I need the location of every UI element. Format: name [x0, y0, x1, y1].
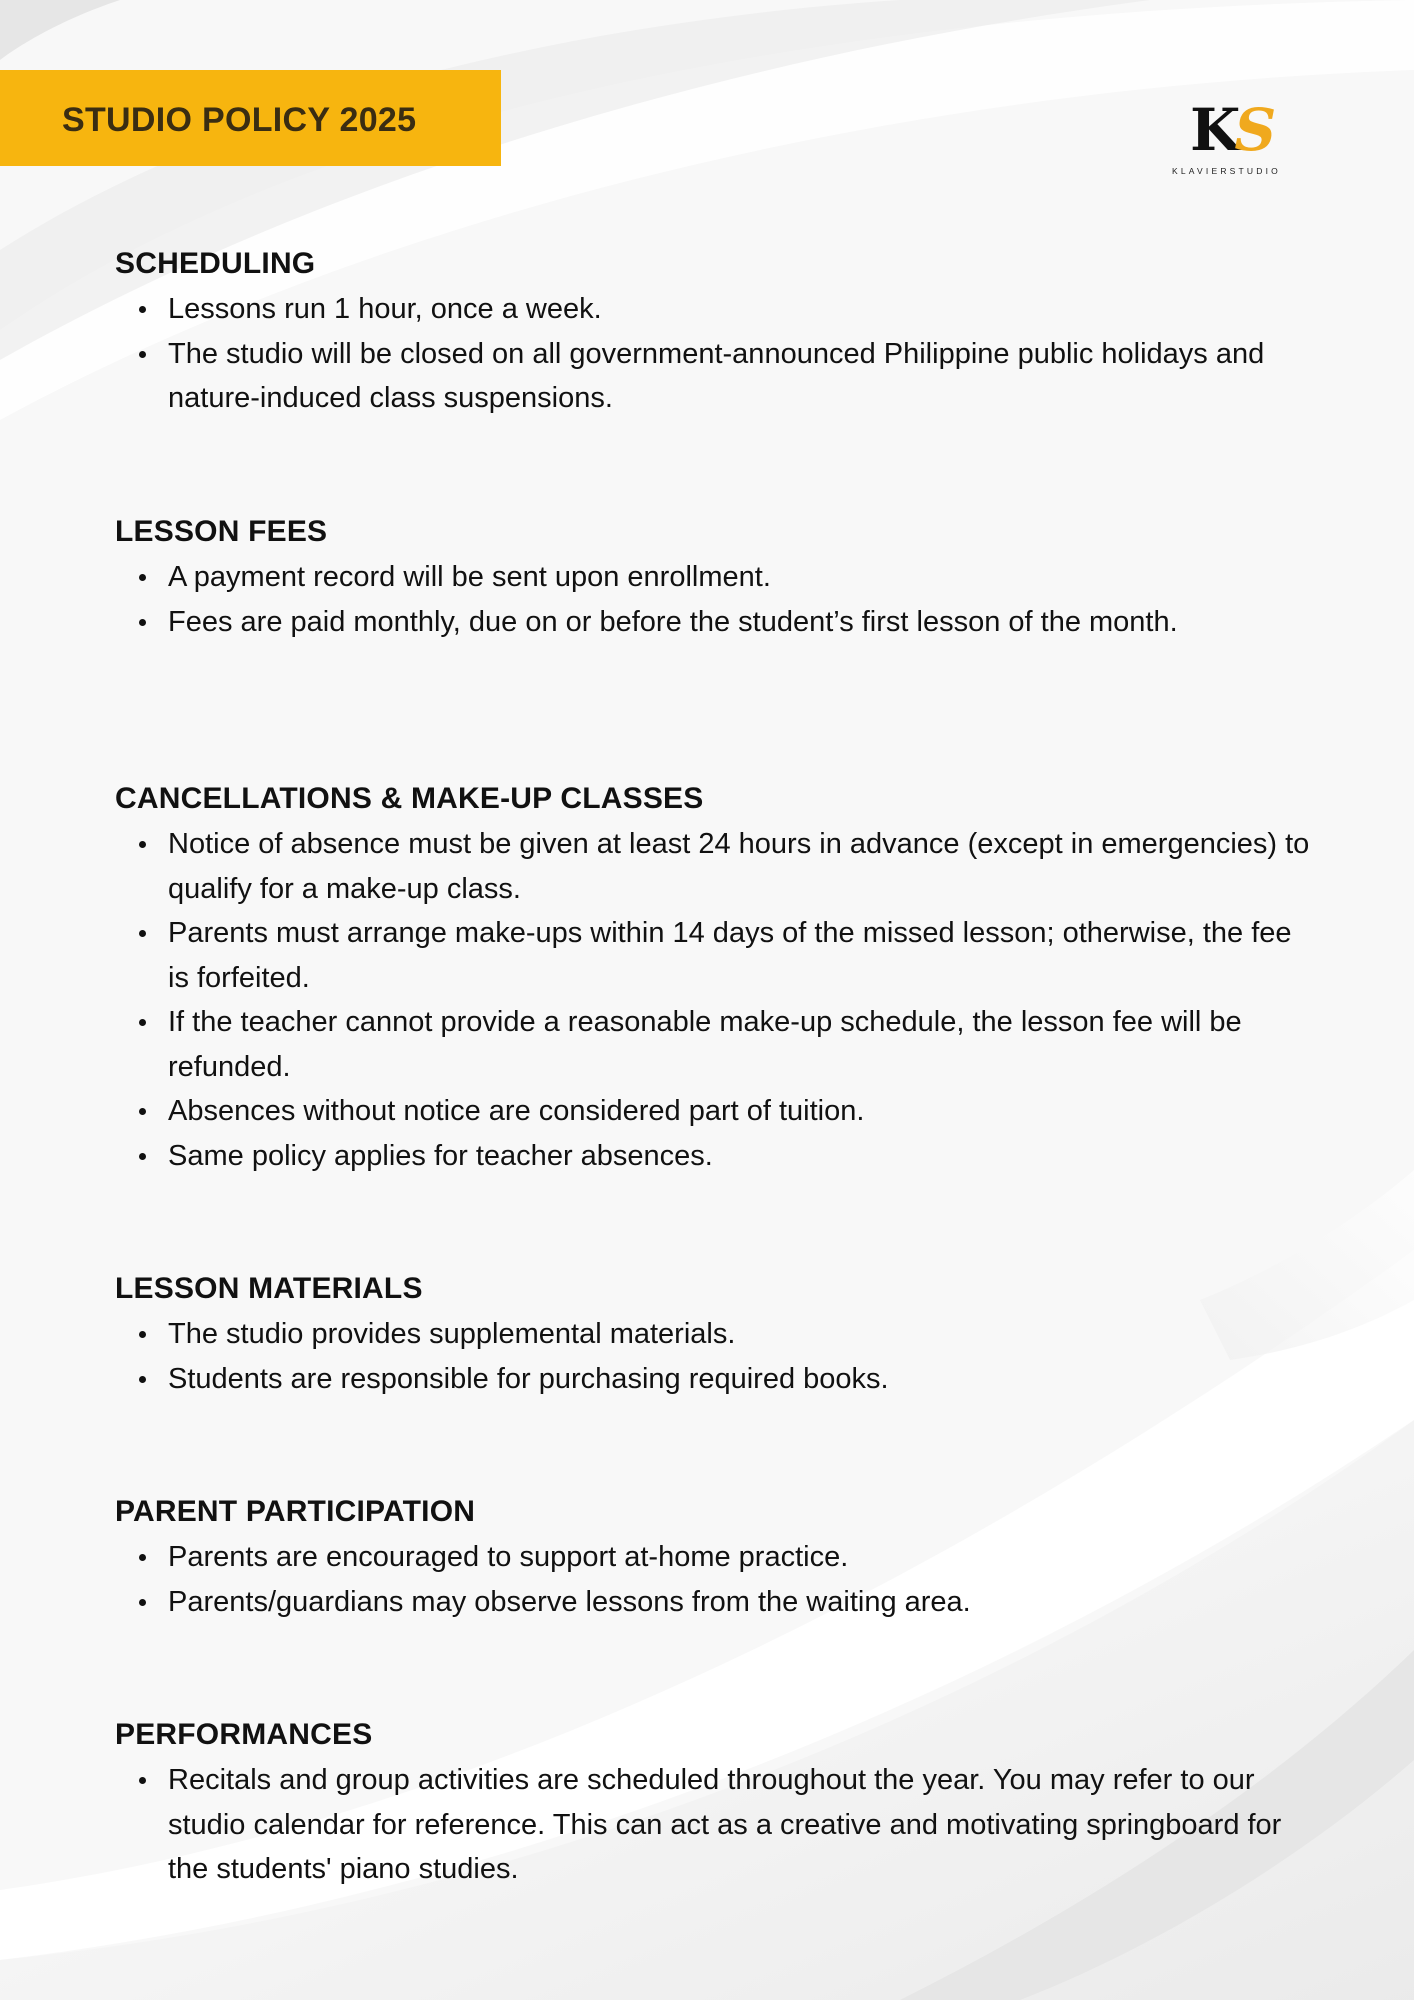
list-item: Students are responsible for purchasing required books. — [168, 1357, 1315, 1402]
section-heading: PARENT PARTICIPATION — [115, 1495, 476, 1528]
list-item: If the teacher cannot provide a reasonable make-up schedule, the lesson fee will be refunded. — [168, 1000, 1315, 1089]
title-banner — [0, 70, 501, 166]
page-title: STUDIO POLICY 2025 — [62, 101, 417, 139]
bullet-list — [115, 1535, 1315, 1624]
section-scheduling — [115, 245, 1315, 421]
list-item: The studio provides supplemental materials. — [168, 1312, 1315, 1357]
bullet-list — [115, 822, 1315, 1178]
bullet-list — [115, 1758, 1315, 1892]
bullet-list — [115, 555, 1315, 644]
bullet-list — [115, 1312, 1315, 1401]
list-item: Lessons run 1 hour, once a week. — [168, 287, 1315, 332]
section-heading: SCHEDULING — [115, 247, 316, 280]
section-lesson-fees — [115, 513, 1315, 644]
logo-wordmark: KLAVIERSTUDIO — [1172, 166, 1281, 176]
section-parent-participation — [115, 1493, 1315, 1624]
logo-letter-s: S — [1234, 96, 1277, 164]
list-item: Parents must arrange make-ups within 14 days of the missed lesson; otherwise, the fee is forfeited. — [168, 911, 1315, 1000]
list-item: Same policy applies for teacher absences. — [168, 1134, 1315, 1179]
list-item: Parents/guardians may observe lessons from the waiting area. — [168, 1580, 1315, 1625]
studio-logo — [1160, 96, 1310, 180]
section-performances — [115, 1716, 1315, 1892]
list-item: The studio will be closed on all government-announced Philippine public holidays and nature-induced class suspensions. — [168, 332, 1315, 421]
section-heading: LESSON MATERIALS — [115, 1272, 423, 1305]
list-item: Notice of absence must be given at least 24 hours in advance (except in emergencies) to qualify for a make-up class. — [168, 822, 1315, 911]
list-item: Fees are paid monthly, due on or before the student’s first lesson of the month. — [168, 600, 1315, 645]
section-heading: CANCELLATIONS & MAKE-UP CLASSES — [115, 782, 704, 815]
list-item: Recitals and group activities are scheduled throughout the year. You may refer to our studio calendar for reference. This can act as a creative and motivating springboard for the students' piano studies. — [168, 1758, 1315, 1892]
logo-monogram — [1190, 96, 1277, 164]
logo-letter-k: K — [1190, 96, 1241, 164]
list-item: A payment record will be sent upon enrollment. — [168, 555, 1315, 600]
section-cancellations — [115, 780, 1315, 1178]
list-item: Parents are encouraged to support at-home practice. — [168, 1535, 1315, 1580]
section-lesson-materials — [115, 1270, 1315, 1401]
section-heading: LESSON FEES — [115, 515, 328, 548]
list-item: Absences without notice are considered part of tuition. — [168, 1089, 1315, 1134]
section-heading: PERFORMANCES — [115, 1718, 373, 1751]
bullet-list — [115, 287, 1315, 421]
